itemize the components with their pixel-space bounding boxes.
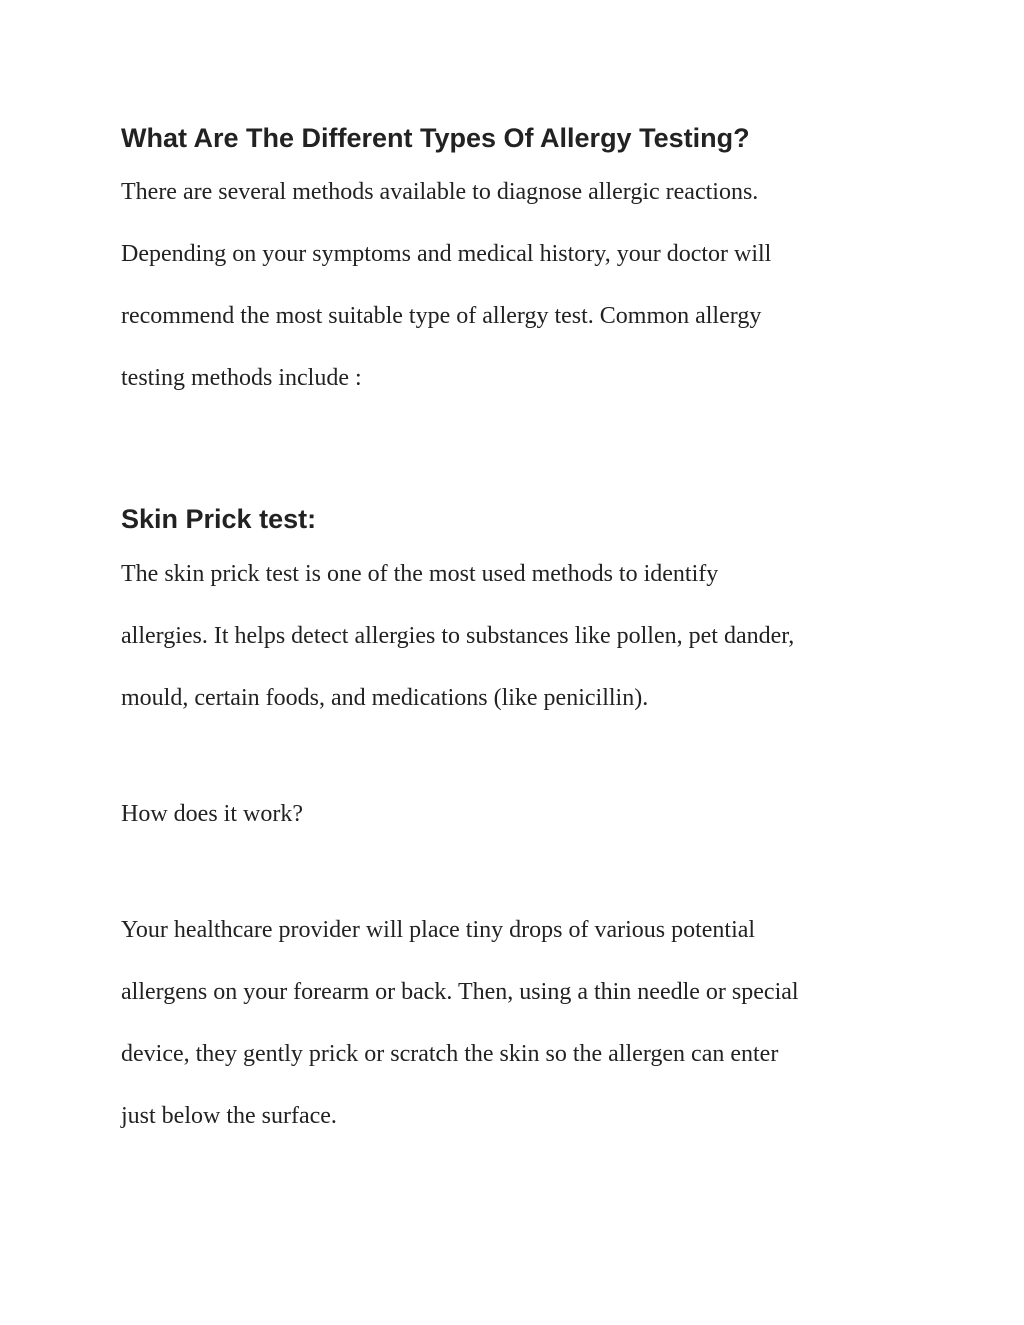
paragraph-line: just below the surface. [121, 1103, 337, 1129]
paragraph-line: testing methods include : [121, 365, 362, 391]
paragraph-line: allergens on your forearm or back. Then, using a thin needle or special [121, 979, 799, 1005]
paragraph-line: allergies. It helps detect allergies to substances like pollen, pet dander, [121, 623, 795, 649]
paragraph-line: mould, certain foods, and medications (like penicillin). [121, 685, 649, 711]
skin-prick-intro-paragraph [121, 543, 921, 729]
question-text: How does it work? [121, 801, 303, 827]
paragraph-line: There are several methods available to diagnose allergic reactions. [121, 179, 759, 205]
paragraph-line: device, they gently prick or scratch the skin so the allergen can enter [121, 1041, 779, 1067]
section-heading-allergy-testing-types: What Are The Different Types Of Allergy Testing? [121, 123, 750, 153]
paragraph-line: The skin prick test is one of the most used methods to identify [121, 561, 719, 587]
paragraph-line: Your healthcare provider will place tiny drops of various potential [121, 917, 756, 943]
section-heading-skin-prick-test: Skin Prick test: [121, 504, 317, 534]
skin-prick-procedure-paragraph [121, 899, 921, 1147]
paragraph-line: recommend the most suitable type of allergy test. Common allergy [121, 303, 762, 329]
intro-paragraph [121, 161, 921, 409]
paragraph-line: Depending on your symptoms and medical history, your doctor will [121, 241, 772, 267]
how-does-it-work-question [121, 783, 921, 845]
